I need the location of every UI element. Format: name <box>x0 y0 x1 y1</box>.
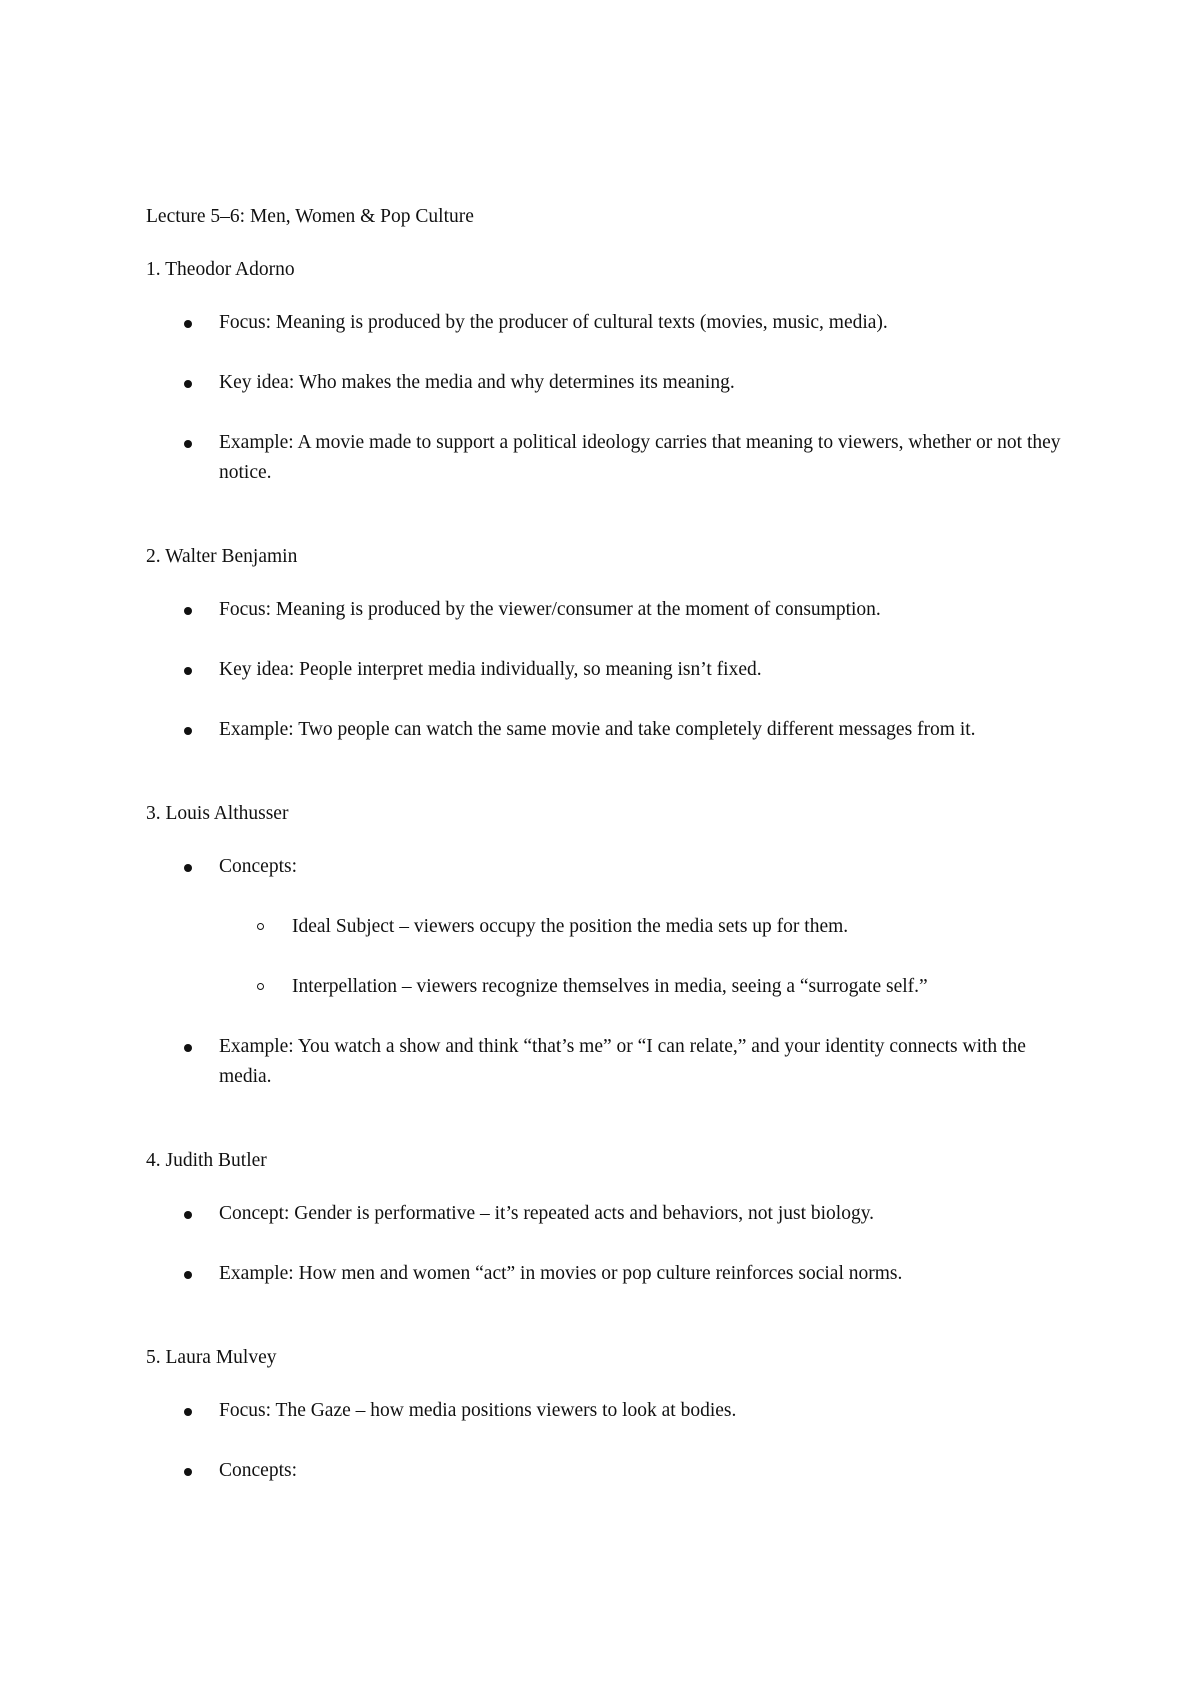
bullet-icon <box>184 1044 192 1052</box>
section-heading-adorno: 1. Theodor Adorno <box>146 259 295 280</box>
bullet-icon <box>184 667 192 675</box>
list-item-text: Concepts: <box>219 856 297 877</box>
list-item-text: Concepts: <box>219 1460 297 1481</box>
bullet-list-mulvey <box>146 1396 1076 1486</box>
sub-bullet-list <box>219 912 1076 1002</box>
list-item-text: Example: Two people can watch the same movie and take completely different messages from it. <box>219 719 976 740</box>
bullet-icon <box>184 440 192 448</box>
list-item <box>146 852 1076 1002</box>
list-item <box>146 595 1076 625</box>
bullet-icon <box>184 320 192 328</box>
bullet-icon <box>184 1211 192 1219</box>
list-item-text: Example: How men and women “act” in movies or pop culture reinforces social norms. <box>219 1263 903 1284</box>
sub-list-item-text: Interpellation – viewers recognize themselves in media, seeing a “surrogate self.” <box>292 976 928 997</box>
list-item <box>146 1259 1076 1289</box>
bullet-list-adorno <box>146 308 1076 488</box>
bullet-icon <box>184 864 192 872</box>
list-item-text: Key idea: People interpret media individually, so meaning isn’t fixed. <box>219 659 762 680</box>
list-item <box>146 655 1076 685</box>
list-item <box>146 1456 1076 1486</box>
section-heading-butler: 4. Judith Butler <box>146 1150 267 1171</box>
sub-bullet-icon <box>257 983 264 990</box>
list-item-text: Focus: Meaning is produced by the viewer/consumer at the moment of consumption. <box>219 599 881 620</box>
section-heading-althusser: 3. Louis Althusser <box>146 803 289 824</box>
bullet-list-benjamin <box>146 595 1076 745</box>
list-item <box>146 368 1076 398</box>
list-item <box>146 715 1076 745</box>
bullet-icon <box>184 380 192 388</box>
sub-bullet-icon <box>257 923 264 930</box>
bullet-icon <box>184 607 192 615</box>
sub-list-item <box>219 972 1076 1002</box>
list-item <box>146 1396 1076 1426</box>
list-item-text: Example: A movie made to support a political ideology carries that meaning to viewers, whether or not they notice. <box>219 432 1061 483</box>
list-item-text: Focus: The Gaze – how media positions viewers to look at bodies. <box>219 1400 737 1421</box>
bullet-list-althusser <box>146 852 1076 1092</box>
list-item-text: Focus: Meaning is produced by the producer of cultural texts (movies, music, media). <box>219 312 888 333</box>
bullet-icon <box>184 1468 192 1476</box>
bullet-list-butler <box>146 1199 1076 1289</box>
list-item <box>146 1032 1076 1092</box>
bullet-icon <box>184 727 192 735</box>
sub-list-item-text: Ideal Subject – viewers occupy the position the media sets up for them. <box>292 916 849 937</box>
list-item-text: Key idea: Who makes the media and why determines its meaning. <box>219 372 735 393</box>
document-body <box>146 202 1076 1516</box>
section-heading-mulvey: 5. Laura Mulvey <box>146 1347 277 1368</box>
list-item-text: Concept: Gender is performative – it’s repeated acts and behaviors, not just biology. <box>219 1203 875 1224</box>
list-item-text: Example: You watch a show and think “that’s me” or “I can relate,” and your identity connects with the media. <box>219 1036 1026 1087</box>
bullet-icon <box>184 1408 192 1416</box>
sub-list-item <box>219 912 1076 942</box>
list-item <box>146 1199 1076 1229</box>
section-heading-benjamin: 2. Walter Benjamin <box>146 546 298 567</box>
list-item <box>146 308 1076 338</box>
document-title: Lecture 5–6: Men, Women & Pop Culture <box>146 206 474 227</box>
bullet-icon <box>184 1271 192 1279</box>
list-item <box>146 428 1076 488</box>
